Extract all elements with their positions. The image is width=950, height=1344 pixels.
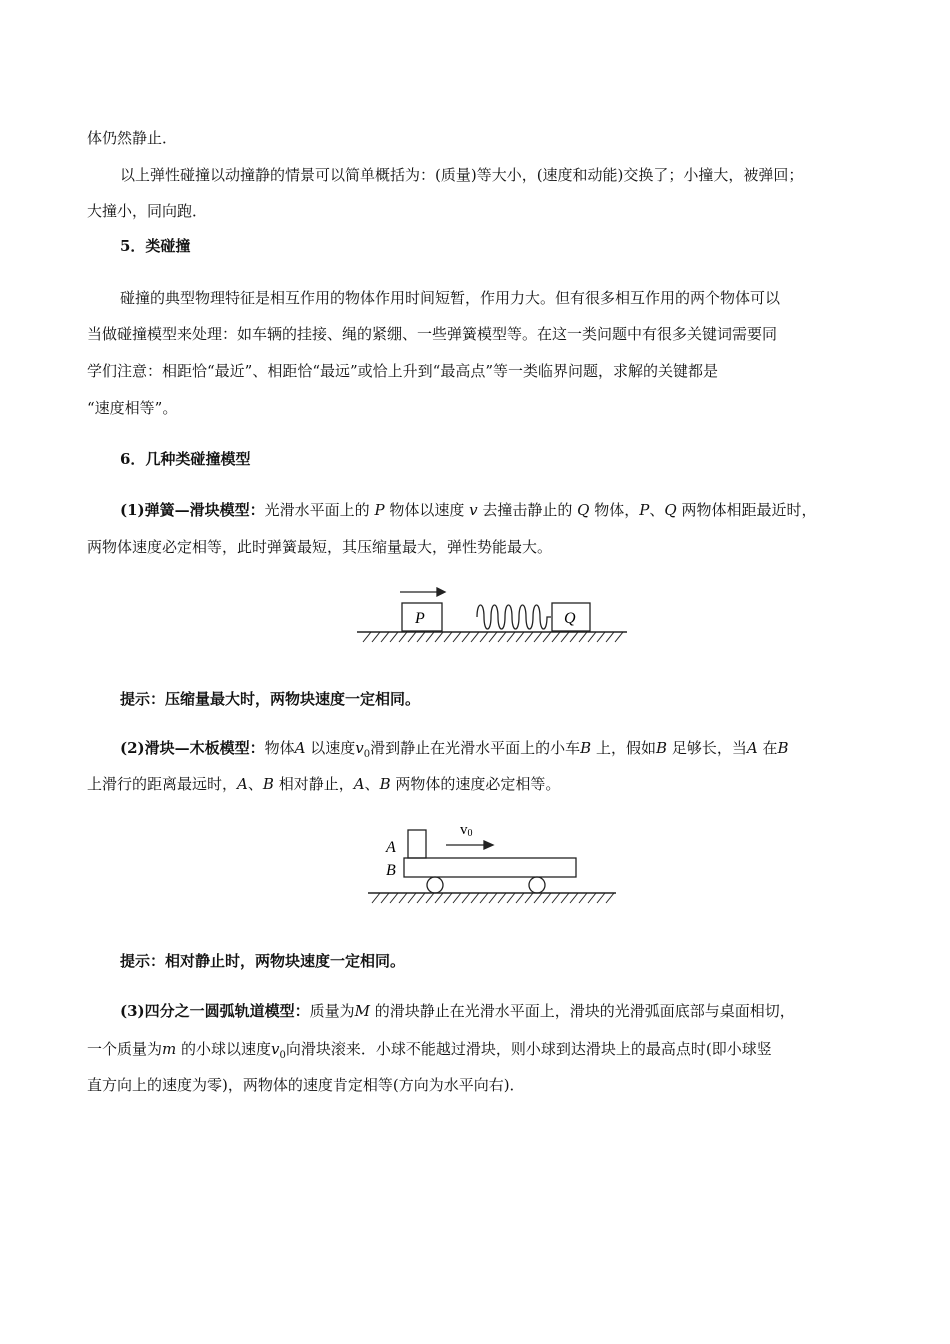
block-A [408, 830, 426, 858]
subscript: 0 [363, 749, 371, 760]
arrow-head-icon [484, 841, 493, 849]
text: 物体以速度 [389, 501, 465, 519]
var-A: A [237, 775, 248, 793]
label-Q: Q [564, 610, 576, 627]
var-P: P [639, 501, 650, 519]
model-3-line-1 [120, 1001, 795, 1021]
var-P: P [374, 501, 385, 519]
text-line: 直方向上的速度为零)，两物体的速度肯定相等(方向为水平向右)． [87, 1076, 525, 1094]
var-B: B [262, 775, 274, 793]
text: 物体， [594, 501, 640, 519]
var-A: A [294, 739, 306, 757]
text: 光滑水平面上的 [264, 501, 370, 519]
model-3-line-2 [87, 1039, 772, 1066]
var-v: v [355, 739, 364, 757]
spring [477, 605, 551, 629]
text: 在 [762, 739, 778, 757]
var-B: B [379, 775, 391, 793]
ground-hatching [372, 893, 614, 903]
var-m: m [162, 1040, 177, 1058]
tip-1: 提示：压缩量最大时，两物块速度一定相同。 [120, 690, 421, 708]
text: 的小球以速度 [181, 1040, 272, 1058]
var-B: B [580, 739, 592, 757]
model-2-line-2 [87, 774, 560, 794]
model-2-line-1 [120, 738, 789, 765]
tip-2: 提示：相对静止时，两物块速度一定相同。 [120, 952, 406, 970]
text: 的滑块静止在光滑水平面上，滑块的光滑弧面底部与桌面相切， [374, 1002, 795, 1020]
wheel [427, 877, 443, 893]
var-v: v [469, 501, 478, 519]
var-Q: Q [577, 501, 590, 519]
ground-hatching [363, 632, 623, 642]
var-A: A [746, 739, 758, 757]
text: 、 [247, 775, 263, 793]
var-v: v [271, 1040, 280, 1058]
section-heading-6: 6．几种类碰撞模型 [120, 450, 251, 468]
text: 相对静止， [278, 775, 354, 793]
text: 质量为 [309, 1002, 355, 1020]
label-P: P [415, 610, 425, 627]
text-line: “速度相等”。 [87, 399, 178, 417]
arrow-head-icon [437, 588, 445, 596]
text-line: 当做碰撞模型来处理：如车辆的挂接、绳的紧绷、一些弹簧模型等。在这一类问题中有很多关键词需要同 [87, 325, 778, 343]
text: 以速度 [310, 739, 356, 757]
text: 、 [649, 501, 665, 519]
board-B [404, 858, 576, 877]
text: 足够长，当 [671, 739, 747, 757]
var-B: B [656, 739, 668, 757]
model-3-title: (3)四分之一圆弧轨道模型： [120, 1002, 310, 1020]
model-2-title: (2)滑块—木板模型： [120, 739, 265, 757]
var-Q: Q [664, 501, 677, 519]
v-symbol: v [460, 822, 468, 838]
text: 物体 [264, 739, 295, 757]
text: 向滑块滚来．小球不能越过滑块，则小球到达滑块上的最高点时(即小球竖 [285, 1040, 772, 1058]
text-line: 大撞小，同向跑． [87, 202, 208, 220]
text: 上滑行的距离最远时， [87, 775, 238, 793]
text: 去撞击静止的 [482, 501, 573, 519]
text: 两物体的速度必定相等。 [395, 775, 561, 793]
var-M: M [354, 1002, 371, 1020]
text: 上，假如 [595, 739, 656, 757]
text: 一个质量为 [87, 1040, 163, 1058]
subscript: 0 [467, 828, 473, 839]
wheel [529, 877, 545, 893]
text: 两物体相距最近时， [681, 501, 817, 519]
subscript: 0 [279, 1050, 286, 1061]
spring-block-diagram [355, 583, 631, 645]
model-1-line-1 [120, 500, 817, 520]
text-line: 两物体速度必定相等，此时弹簧最短，其压缩量最大，弹性势能最大。 [87, 538, 553, 556]
block-board-diagram [362, 817, 622, 909]
var-B: B [777, 739, 789, 757]
label-B: B [386, 862, 396, 879]
text: 滑到静止在光滑水平面上的小车 [370, 739, 581, 757]
var-A: A [353, 775, 365, 793]
section-heading-5: 5．类碰撞 [120, 237, 191, 255]
label-A: A [386, 839, 396, 856]
text-line: 体仍然静止． [87, 129, 178, 147]
label-v0 [460, 822, 473, 839]
text-line: 以上弹性碰撞以动撞静的情景可以简单概括为：(质量)等大小，(速度和动能)交换了；小撞大，被弹回； [120, 166, 804, 184]
model-1-title: (1)弹簧—滑块模型： [120, 501, 265, 519]
text-line: 碰撞的典型物理特征是相互作用的物体作用时间短暂，作用力大。但有很多相互作用的两个物体可以 [120, 289, 781, 307]
text: 、 [364, 775, 380, 793]
text-line: 学们注意：相距恰“最近”、相距恰“最远”或恰上升到“最高点”等一类临界问题，求解的关键都是 [87, 362, 719, 380]
